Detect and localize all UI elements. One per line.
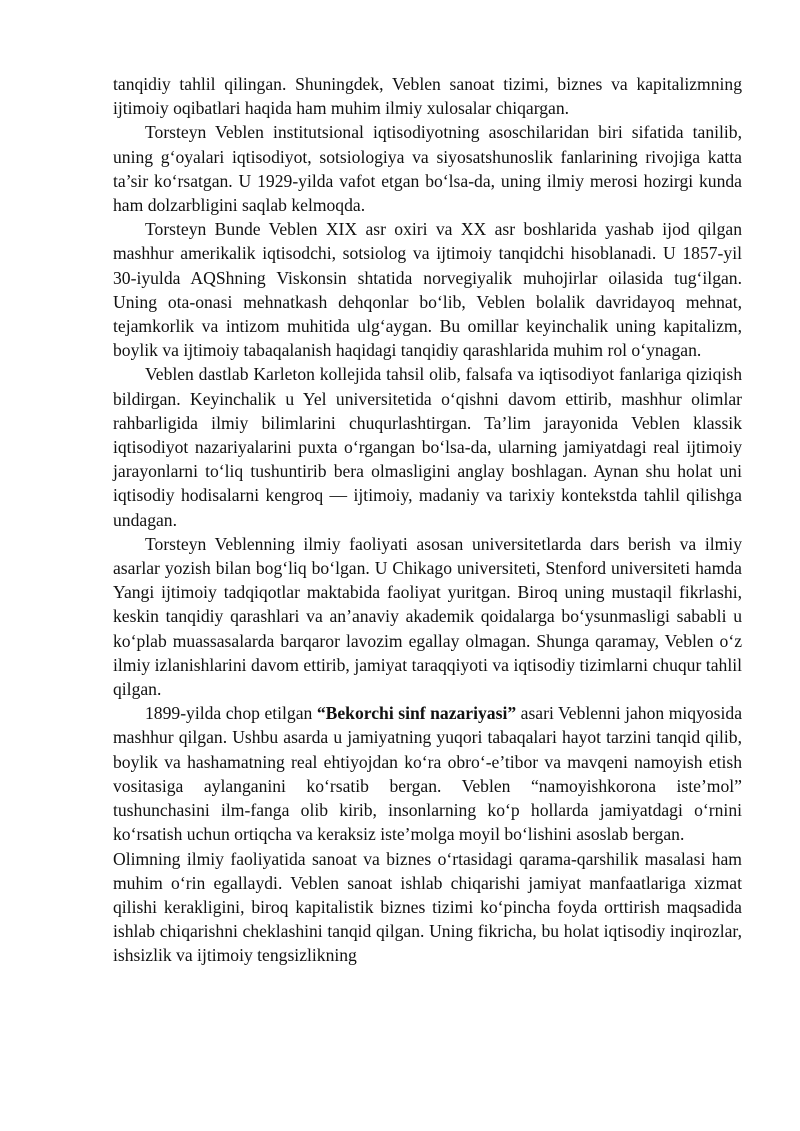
paragraph-7: Olimning ilmiy faoliyatida sanoat va biznes o‘rtasidagi qarama-qarshilik masalasi ham muhim o‘rin egallaydi. Veblen sanoat ishlab chiqarishi jamiyat manfaatlariga xizmat qilishi kerakligini, biroq kapitalistik biznes tizimi ko‘pincha foyda orttirish maqsadida ishlab chiqarishni cheklashini tanqid qilgan. Uning fikricha, bu holat iqtisodiy inqirozlar, ishsizlik va ijtimoiy tengsizlikning xyxy=(113,848,742,966)
paragraph-5: Torsteyn Veblenning ilmiy faoliyati asosan universitetlarda dars berish va ilmiy asarlar yozish bilan bog‘liq bo‘lgan. U Chikago universiteti, Stenford universiteti hamda Yangi ijtimoiy tadqiqotlar maktabida faoliyat yuritgan. Biroq uning mustaqil fikrlashi, keskin tanqidiy qarashlari va an’anaviy akademik qoidalarga bo‘ysunmasligi sababli u ko‘plab muassasalarda barqaror lavozim egallay olmagan. Shunga qaramay, Veblen o‘z ilmiy izlanishlarini davom ettirib, jamiyat taraqqiyoti va iqtisodiy tizimlarni chuqur tahlil qilgan. xyxy=(113,533,742,700)
paragraph-1: tanqidiy tahlil qilingan. Shuningdek, Veblen sanoat tizimi, biznes va kapitalizmning ijtimoiy oqibatlari haqida ham muhim ilmiy xulosalar chiqargan. xyxy=(113,74,742,119)
document-page xyxy=(113,72,742,968)
paragraph-3: Torsteyn Bunde Veblen XIX asr oxiri va XX asr boshlarida yashab ijod qilgan mashhur amerikalik iqtisodchi, sotsiolog va ijtimoiy tanqidchi hisoblanadi. U 1857-yil 30-iyulda AQShning Viskonsin shtatida norvegiyalik muhojirlar oilasida tug‘ilgan. Uning ota-onasi mehnatkash dehqonlar bo‘lib, Veblen bolalik davridayoq mehnat, tejamkorlik va intizom muhitida ulg‘aygan. Bu omillar keyinchalik uning kapitalizm, boylik va ijtimoiy tabaqalanish haqidagi tanqidiy qarashlarida muhim rol o‘ynagan. xyxy=(113,219,742,361)
paragraph-6-lead: 1899-yilda chop etilgan xyxy=(145,703,317,724)
paragraph-4: Veblen dastlab Karleton kollejida tahsil olib, falsafa va iqtisodiyot fanlariga qiziqish bildirgan. Keyinchalik u Yel universitetida o‘qishni davom ettirib, mashhur olimlar rahbarligida ilmiy bilimlarini chuqurlashtirgan. Ta’lim jarayonida Veblen klassik iqtisodiyot nazariyalarini puxta o‘rgangan bo‘lsa-da, ularning jamiyatdagi real ijtimoiy jarayonlarni to‘liq tushuntirib bera olmasligini anglay boshlagan. Aynan shu holat uni iqtisodiy hodisalarni kengroq — ijtimoiy, madaniy va tarixiy kontekstda tahlil qilishga undagan. xyxy=(113,364,742,530)
book-title-bold: “Bekorchi sinf nazariyasi” xyxy=(316,703,517,724)
paragraph-2: Torsteyn Veblen institutsional iqtisodiyotning asoschilaridan biri sifatida tanilib, uning g‘oyalari iqtisodiyot, sotsiologiya va siyosatshunoslik fanlarining rivojiga katta ta’sir ko‘rsatgan. U 1929-yilda vafot etgan bo‘lsa-da, uning ilmiy merosi hozirgi kunda ham dolzarbligini saqlab kelmoqda. xyxy=(113,122,742,216)
paragraph-6-rest: asari Veblenni jahon miqyosida mashhur qilgan. Ushbu asarda u jamiyatning yuqori tabaqalari hayot tarzini tanqid qilib, boylik va hashamatning real ehtiyojdan ko‘ra obro‘-e’tibor va mavqeni namoyish etish vositasiga aylanganini ko‘rsatib bergan. Veblen “namoyishkorona iste’mol” tushunchasini ilm-fanga olib kirib, insonlarning ko‘p hollarda jamiyatdagi o‘rnini ko‘rsatish uchun ortiqcha va keraksiz iste’molga moyil bo‘lishini asoslab bergan. xyxy=(113,703,742,845)
paragraph-6 xyxy=(113,701,742,846)
